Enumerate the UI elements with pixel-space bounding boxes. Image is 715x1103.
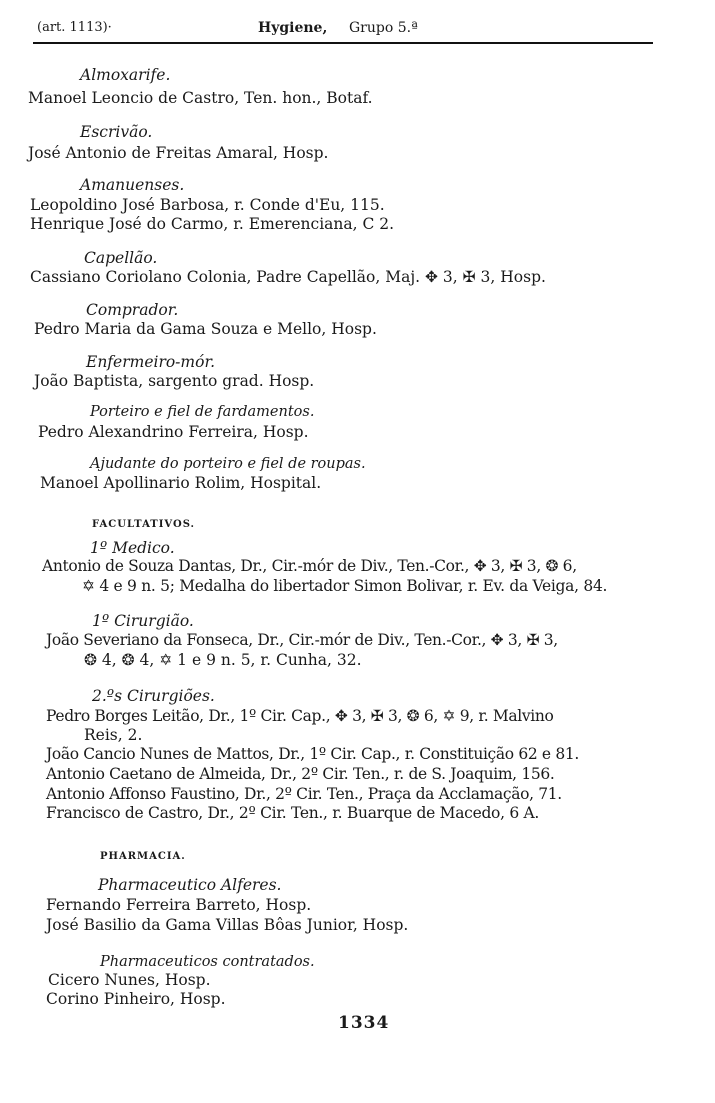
entry-line: Manoel Apollinario Rolim, Hospital.	[40, 474, 322, 492]
role-heading: Capellão.	[84, 249, 158, 267]
entry-line: Pedro Borges Leitão, Dr., 1º Cir. Cap., ✥ 3, ✠ 3, ❂ 6, ✡ 9, r. Malvino	[46, 707, 554, 725]
role-heading: Enfermeiro-mór.	[86, 353, 216, 371]
entry-line: Pedro Maria da Gama Souza e Mello, Hosp.	[34, 320, 377, 338]
entry-line: Pedro Alexandrino Ferreira, Hosp.	[38, 423, 309, 441]
entry-line: José Antonio de Freitas Amaral, Hosp.	[28, 144, 329, 162]
role-heading: 2.ºs Cirurgiões.	[92, 687, 215, 705]
role-heading: Porteiro e fiel de fardamentos.	[90, 404, 315, 420]
role-heading: Amanuenses.	[80, 176, 185, 194]
role-heading: Comprador.	[86, 301, 179, 319]
entry-line: Francisco de Castro, Dr., 2º Cir. Ten., r. Buarque de Macedo, 6 A.	[46, 804, 540, 822]
role-heading: Ajudante do porteiro e fiel de roupas.	[90, 456, 366, 472]
entry-line: Leopoldino José Barbosa, r. Conde d'Eu, 115.	[30, 196, 385, 214]
entry-line: Manoel Leoncio de Castro, Ten. hon., Botaf.	[28, 89, 373, 107]
role-heading: 1º Medico.	[90, 539, 175, 557]
section-heading: FACULTATIVOS.	[92, 519, 196, 530]
entry-line: Antonio Affonso Faustino, Dr., 2º Cir. Ten., Praça da Acclamação, 71.	[46, 785, 562, 803]
role-heading: Pharmaceuticos contratados.	[100, 954, 315, 970]
role-heading: 1º Cirurgião.	[92, 612, 194, 630]
entry-line: João Cancio Nunes de Mattos, Dr., 1º Cir. Cap., r. Constituição 62 e 81.	[46, 745, 579, 763]
entry-line: Antonio de Souza Dantas, Dr., Cir.-mór de Div., Ten.-Cor., ✥ 3, ✠ 3, ❂ 6,	[42, 557, 577, 575]
entry-line: Antonio Caetano de Almeida, Dr., 2º Cir. Ten., r. de S. Joaquim, 156.	[46, 765, 555, 783]
entry-line: Cassiano Coriolano Colonia, Padre Capellão, Maj. ✥ 3, ✠ 3, Hosp.	[30, 268, 546, 286]
header-group: Grupo 5.ª	[349, 20, 418, 36]
entry-line-continued: ❂ 4, ❂ 4, ✡ 1 e 9 n. 5, r. Cunha, 32.	[84, 651, 362, 669]
role-heading: Pharmaceutico Alferes.	[98, 876, 282, 894]
role-heading: Escrivão.	[80, 123, 153, 141]
entry-line: Corino Pinheiro, Hosp.	[46, 990, 226, 1008]
entry-line: Henrique José do Carmo, r. Emerenciana, C 2.	[30, 215, 395, 233]
page-number: 1334	[338, 1013, 390, 1033]
role-heading: Almoxarife.	[80, 66, 171, 84]
header-rule	[33, 42, 653, 44]
entry-line-continued: ✡ 4 e 9 n. 5; Medalha do libertador Simon Bolivar, r. Ev. da Veiga, 84.	[82, 577, 608, 595]
header-title: Hygiene,	[258, 20, 328, 36]
section-heading: PHARMACIA.	[100, 851, 186, 862]
header-article-ref: (art. 1113)·	[37, 20, 112, 35]
entry-line: Fernando Ferreira Barreto, Hosp.	[46, 896, 312, 914]
entry-line: Cicero Nunes, Hosp.	[48, 971, 211, 989]
entry-line-continued: Reis, 2.	[84, 726, 143, 744]
entry-line: José Basilio da Gama Villas Bôas Junior, Hosp.	[46, 916, 409, 934]
entry-line: João Severiano da Fonseca, Dr., Cir.-mór de Div., Ten.-Cor., ✥ 3, ✠ 3,	[46, 631, 558, 649]
entry-line: João Baptista, sargento grad. Hosp.	[34, 372, 315, 390]
